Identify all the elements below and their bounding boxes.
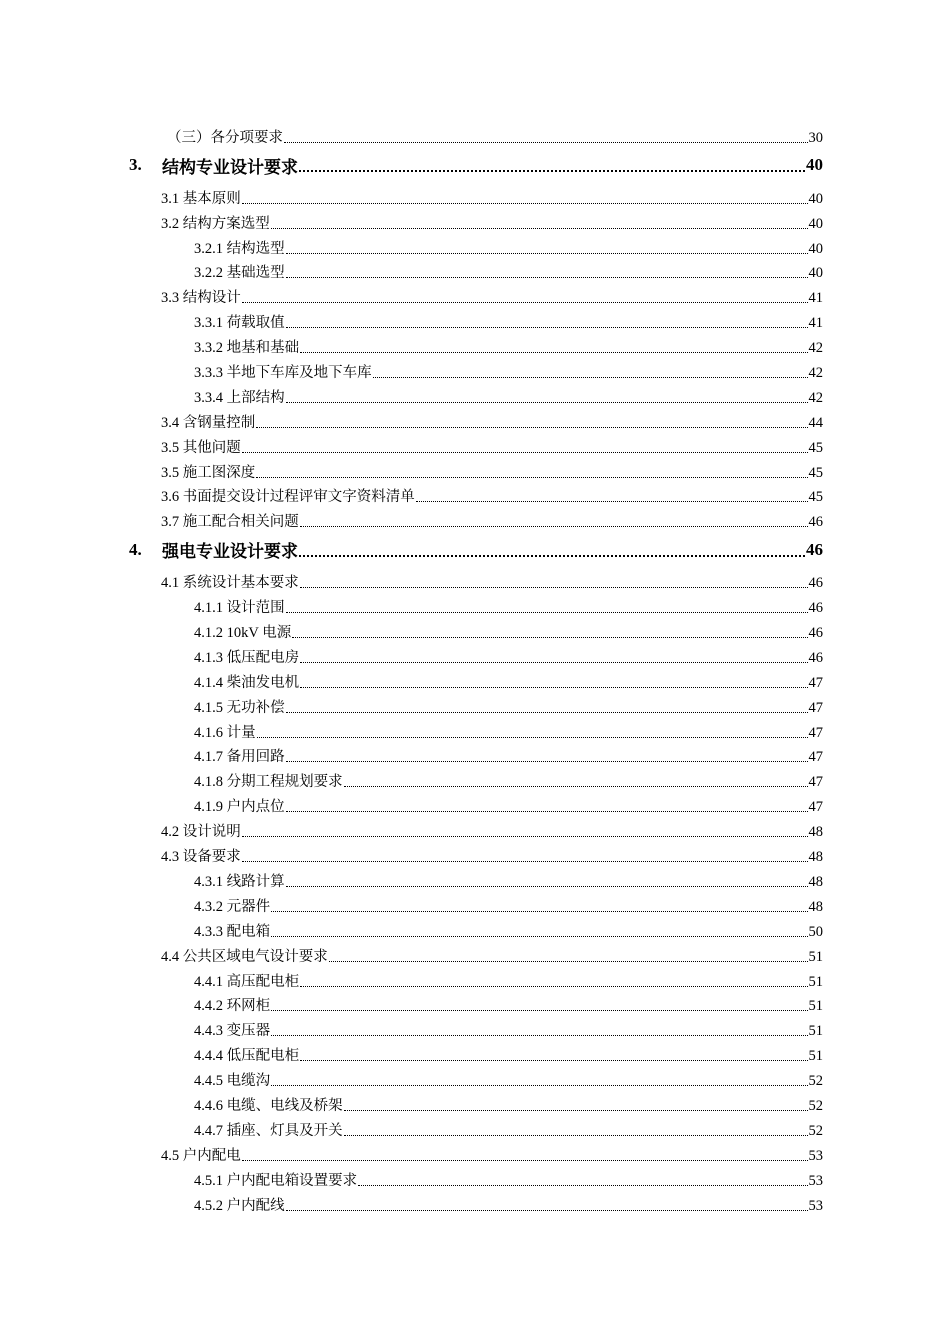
dot-leader [271,936,807,937]
dot-leader [299,555,805,557]
dot-leader [373,377,808,378]
toc-section-entry[interactable] [0,843,950,868]
toc-entry-label: 4.4.3 变压器 [194,1023,271,1040]
toc-page-number: 46 [806,539,823,559]
toc-entry-label: 3.2 结构方案选型 [161,215,270,232]
toc-entry-label: 3.6 书面提交设计过程评审文字资料清单 [161,489,415,506]
toc-section-entry[interactable] [0,185,950,210]
toc-page-number: 53 [808,1172,823,1189]
toc-subsection-entry[interactable] [0,768,950,793]
toc-page-number: 52 [808,1073,823,1090]
toc-page-number: 53 [808,1147,823,1164]
toc-entry-label: 4.5.1 户内配电箱设置要求 [194,1172,358,1189]
dot-leader [284,142,808,143]
toc-entry-label: 4.1.4 柴油发电机 [194,674,300,691]
toc-page-number: 47 [808,799,823,816]
dot-leader [271,1010,807,1011]
toc-page-number: 46 [808,575,823,592]
toc-page-number: 42 [808,389,823,406]
toc-subsection-entry[interactable] [0,968,950,993]
toc-entry-label: 4.1.8 分期工程规划要求 [194,774,343,791]
toc-entry-label: 4.5.2 户内配线 [194,1197,285,1214]
toc-entry-label: 4.5 户内配电 [161,1147,241,1164]
toc-page-number: 51 [808,998,823,1015]
dot-leader [242,1160,808,1161]
toc-page-number: 41 [808,290,823,307]
dot-leader [271,911,807,912]
toc-entry-label: 4.4.6 电缆、电线及桥架 [194,1097,343,1114]
toc-page-number: 48 [808,849,823,866]
dot-leader [286,253,808,254]
toc-entry-label: 强电专业设计要求 [162,542,298,562]
toc-entry-label: 4.1.1 设计范围 [194,600,285,617]
toc-page-number: 51 [808,1023,823,1040]
toc-section-entry[interactable] [0,409,950,434]
toc-section-number: 4. [129,539,142,559]
toc-section-number: 3. [129,155,142,175]
toc-subsection-entry[interactable] [0,1042,950,1067]
toc-subsection-entry[interactable] [0,359,950,384]
toc-entry-label: 结构专业设计要求 [162,157,298,177]
dot-leader [300,352,807,353]
toc-page-number: 45 [808,439,823,456]
toc-subsection-entry[interactable] [0,719,950,744]
toc-subsection-entry[interactable] [0,384,950,409]
toc-subsection-entry[interactable] [0,334,950,359]
toc-entry-label: 3.2.2 基础选型 [194,265,285,282]
dot-leader [286,402,808,403]
toc-page-number: 53 [808,1197,823,1214]
dot-leader [242,203,808,204]
dot-leader [344,1110,808,1111]
dot-leader [271,1035,807,1036]
table-of-contents [0,124,950,1217]
dot-leader [256,427,807,428]
toc-section-entry[interactable] [0,434,950,459]
toc-page-number: 51 [808,948,823,965]
toc-entry-label: 3.2.1 结构选型 [194,240,285,257]
toc-subsection-entry[interactable] [0,594,950,619]
toc-subsection-entry[interactable] [0,235,950,260]
toc-entry-label: 4.2 设计说明 [161,824,241,841]
toc-section-entry[interactable] [0,508,950,533]
toc-subsection-entry[interactable] [0,619,950,644]
toc-page-number: 48 [808,873,823,890]
dot-leader [271,1085,807,1086]
toc-page-number: 41 [808,315,823,332]
toc-page-number: 50 [808,923,823,940]
toc-entry-label: 3.5 施工图深度 [161,464,256,481]
toc-section-entry[interactable] [0,818,950,843]
toc-chapter-heading[interactable] [0,149,950,185]
toc-section-entry[interactable] [0,210,950,235]
toc-page-number: 40 [808,190,823,207]
toc-subsection-entry[interactable] [0,744,950,769]
toc-section-entry[interactable] [0,1142,950,1167]
toc-subsection-entry[interactable] [0,918,950,943]
dot-leader [257,737,808,738]
toc-section-entry[interactable] [0,459,950,484]
toc-page-number: 48 [808,898,823,915]
toc-entry-label: 4.3 设备要求 [161,849,241,866]
dot-leader [344,786,808,787]
dot-leader [242,861,808,862]
toc-page-number: 52 [808,1097,823,1114]
toc-subsection-entry[interactable] [0,893,950,918]
toc-chapter-heading[interactable] [0,533,950,569]
toc-entry-label: 3.3.1 荷载取值 [194,315,285,332]
toc-entry-label: 4.1.9 户内点位 [194,799,285,816]
toc-subsection-entry[interactable] [0,868,950,893]
dot-leader [358,1185,807,1186]
dot-leader [300,986,807,987]
dot-leader [286,277,808,278]
toc-page-number: 46 [808,649,823,666]
dot-leader [286,612,808,613]
dot-leader [256,477,807,478]
toc-subsection-entry[interactable] [0,1092,950,1117]
toc-subsection-entry[interactable] [0,1017,950,1042]
toc-page-number: 46 [808,600,823,617]
dot-leader [300,1060,807,1061]
dot-leader [286,761,808,762]
toc-subsection-entry[interactable] [0,1067,950,1092]
dot-leader [299,170,805,172]
dot-leader [300,526,808,527]
toc-entry-label: 3.3.4 上部结构 [194,389,285,406]
toc-page-number: 42 [808,365,823,382]
toc-entry-label: 4.3.1 线路计算 [194,873,285,890]
dot-leader [416,501,808,502]
toc-page-number: 40 [806,155,823,175]
dot-leader [286,327,808,328]
toc-page-number: 48 [808,824,823,841]
toc-entry-label: 4.4.1 高压配电柜 [194,973,300,990]
toc-page-number: 46 [808,514,823,531]
toc-entry-label: 4.4.5 电缆沟 [194,1073,271,1090]
toc-page-number: 45 [808,489,823,506]
toc-subsection-entry[interactable] [0,993,950,1018]
toc-page-number: 47 [808,774,823,791]
dot-leader [271,228,808,229]
toc-subsection-entry[interactable] [0,260,950,285]
toc-entry-label: 4.1.5 无功补偿 [194,699,285,716]
toc-page-number: 47 [808,724,823,741]
toc-page-number: 45 [808,464,823,481]
dot-leader [300,587,808,588]
toc-subsection-entry[interactable] [0,694,950,719]
dot-leader [242,452,808,453]
toc-entry-label: 4.1.2 10kV 电源 [194,625,292,642]
toc-subsection-entry[interactable] [0,309,950,334]
dot-leader [300,687,807,688]
toc-page-number: 44 [808,414,823,431]
toc-entry-label: 3.4 含钢量控制 [161,414,256,431]
toc-subsection-entry[interactable] [0,644,950,669]
toc-entry-label: 4.1.7 备用回路 [194,749,285,766]
toc-subsection-entry[interactable] [0,669,950,694]
toc-section-entry[interactable] [0,569,950,594]
toc-entry-label: 4.1 系统设计基本要求 [161,575,299,592]
dot-leader [242,836,808,837]
toc-subsection-entry[interactable] [0,1167,950,1192]
toc-entry[interactable] [0,124,950,149]
toc-page-number: 40 [808,265,823,282]
toc-section-entry[interactable] [0,284,950,309]
toc-page-number: 51 [808,1048,823,1065]
dot-leader [292,637,807,638]
toc-entry-label: 4.1.6 计量 [194,724,256,741]
toc-subsection-entry[interactable] [0,1117,950,1142]
dot-leader [242,302,808,303]
dot-leader [286,886,808,887]
toc-page-number: 40 [808,215,823,232]
toc-section-entry[interactable] [0,484,950,509]
toc-page-number: 42 [808,340,823,357]
toc-entry-label: 4.4 公共区域电气设计要求 [161,948,328,965]
dot-leader [300,662,807,663]
toc-subsection-entry[interactable] [0,793,950,818]
toc-page-number: 47 [808,674,823,691]
toc-page-number: 52 [808,1122,823,1139]
toc-entry-label: （三）各分项要求 [167,129,283,146]
toc-entry-label: 4.4.2 环网柜 [194,998,271,1015]
toc-entry-label: 4.4.4 低压配电柜 [194,1048,300,1065]
toc-page-number: 47 [808,749,823,766]
dot-leader [344,1135,808,1136]
dot-leader [329,961,808,962]
dot-leader [286,712,808,713]
toc-page-number: 40 [808,240,823,257]
toc-subsection-entry[interactable] [0,1192,950,1217]
toc-page-number: 46 [808,625,823,642]
toc-entry-label: 4.4.7 插座、灯具及开关 [194,1122,343,1139]
toc-entry-label: 3.3 结构设计 [161,290,241,307]
dot-leader [286,811,808,812]
toc-entry-label: 3.7 施工配合相关问题 [161,514,299,531]
toc-page-number: 47 [808,699,823,716]
toc-page-number: 30 [808,129,823,146]
toc-entry-label: 3.3.3 半地下车库及地下车库 [194,365,372,382]
toc-page-number: 51 [808,973,823,990]
toc-entry-label: 3.5 其他问题 [161,439,241,456]
toc-entry-label: 3.3.2 地基和基础 [194,340,300,357]
toc-section-entry[interactable] [0,943,950,968]
toc-entry-label: 4.3.3 配电箱 [194,923,271,940]
toc-entry-label: 3.1 基本原则 [161,190,241,207]
toc-entry-label: 4.3.2 元器件 [194,898,271,915]
dot-leader [286,1210,808,1211]
toc-entry-label: 4.1.3 低压配电房 [194,649,300,666]
